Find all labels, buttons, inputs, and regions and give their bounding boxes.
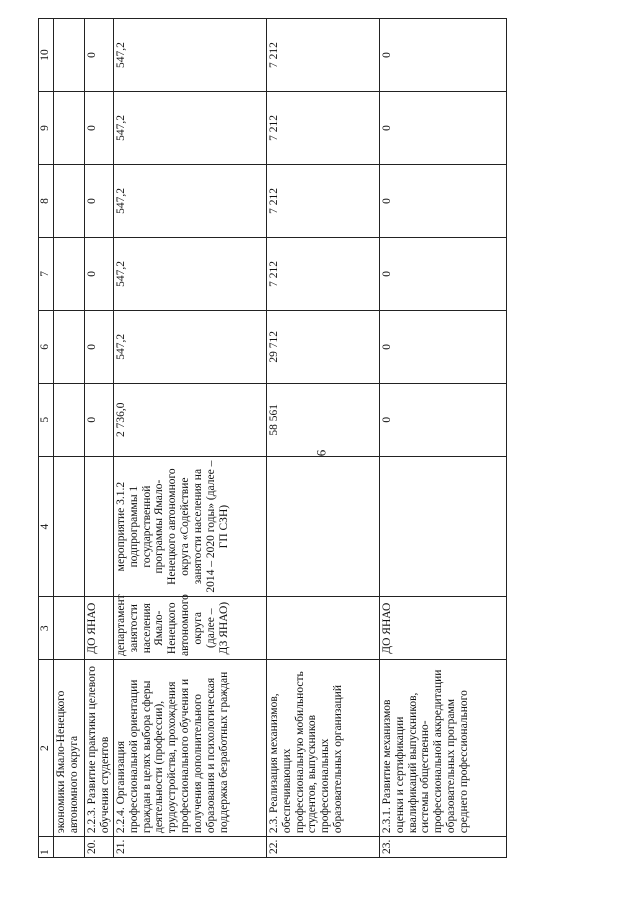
row-name: 2.2.4. Организация профессиональной ориентации граждан в целях выбора сферы деятельности (профессии), трудоустройства, прохождения профессионального обучения и получения дополнительного образования и психологическая поддержка безработных граждан [113, 659, 266, 836]
header-col-4: 4 [39, 456, 54, 597]
row-value-5 [54, 383, 85, 456]
row-name: 2.3.1. Развитие механизмов оценки и сертификации квалификаций выпускников, системы общественно-профессиональной аккредитации образовательных программ среднего профессионального [379, 659, 506, 836]
header-col-5: 5 [39, 383, 54, 456]
row-value-6: 29 712 [266, 310, 379, 383]
row-name: 2.2.3. Развитие практики целевого обучения студентов [85, 659, 114, 836]
header-col-1: 1 [39, 837, 54, 858]
header-col-2: 2 [39, 659, 54, 836]
page-number: 6 [313, 449, 329, 457]
row-value-10: 0 [85, 19, 114, 92]
header-col-7: 7 [39, 237, 54, 310]
row-value-10: 0 [379, 19, 506, 92]
row-value-7: 547,2 [113, 237, 266, 310]
row-value-8: 0 [379, 164, 506, 237]
row-value-5: 0 [85, 383, 114, 456]
row-value-9: 547,2 [113, 92, 266, 165]
header-col-8: 8 [39, 164, 54, 237]
row-name: 2.3. Реализация механизмов, обеспечивающих профессиональную мобильность студентов, выпускников профессиональных образовательных организаций [266, 659, 379, 836]
row-value-9: 0 [85, 92, 114, 165]
row-value-6: 547,2 [113, 310, 266, 383]
row-value-6: 0 [379, 310, 506, 383]
header-col-10: 10 [39, 19, 54, 92]
row-number: 20. [85, 837, 114, 858]
row-value-10: 7 212 [266, 19, 379, 92]
row-source [379, 456, 506, 597]
row-number: 22. [266, 837, 379, 858]
row-value-9: 7 212 [266, 92, 379, 165]
row-value-10 [54, 19, 85, 92]
row-value-7: 0 [379, 237, 506, 310]
row-value-9: 0 [379, 92, 506, 165]
row-value-6: 0 [85, 310, 114, 383]
row-source [266, 456, 379, 597]
row-value-8 [54, 164, 85, 237]
row-value-9 [54, 92, 85, 165]
table-row [85, 19, 114, 858]
row-value-5: 58 561 [266, 383, 379, 456]
budget-table [38, 18, 507, 858]
row-source: мероприятие 3.1.2 подпрограммы 1 государственной программы Ямало-Ненецкого автономного округа «Содействие занятости населения на 2014 – 2020 годы» (далее – ГП СЗН) [113, 456, 266, 597]
row-value-8: 0 [85, 164, 114, 237]
table-row [113, 19, 266, 858]
row-value-7 [54, 237, 85, 310]
header-col-9: 9 [39, 92, 54, 165]
row-number: 23. [379, 837, 506, 858]
header-row [39, 19, 54, 858]
table-row [379, 19, 506, 858]
row-executor: ДО ЯНАО [379, 597, 506, 660]
row-value-7: 0 [85, 237, 114, 310]
row-executor [54, 597, 85, 660]
header-col-6: 6 [39, 310, 54, 383]
row-value-5: 2 736,0 [113, 383, 266, 456]
table-row [266, 19, 379, 858]
budget-table-sheet [38, 18, 560, 858]
row-value-5: 0 [379, 383, 506, 456]
row-executor: департамент занятости населения Ямало-Ненецкого автономного округа (далее – ДЗ ЯНАО) [113, 597, 266, 660]
header-col-3: 3 [39, 597, 54, 660]
row-executor [266, 597, 379, 660]
row-value-10: 547,2 [113, 19, 266, 92]
row-value-8: 7 212 [266, 164, 379, 237]
row-executor: ДО ЯНАО [85, 597, 114, 660]
table-row [54, 19, 85, 858]
row-source [54, 456, 85, 597]
row-name: экономики Ямало-Ненецкого автономного округа [54, 659, 85, 836]
row-source [85, 456, 114, 597]
row-number [54, 837, 85, 858]
row-value-6 [54, 310, 85, 383]
row-value-7: 7 212 [266, 237, 379, 310]
row-number: 21. [113, 837, 266, 858]
row-value-8: 547,2 [113, 164, 266, 237]
